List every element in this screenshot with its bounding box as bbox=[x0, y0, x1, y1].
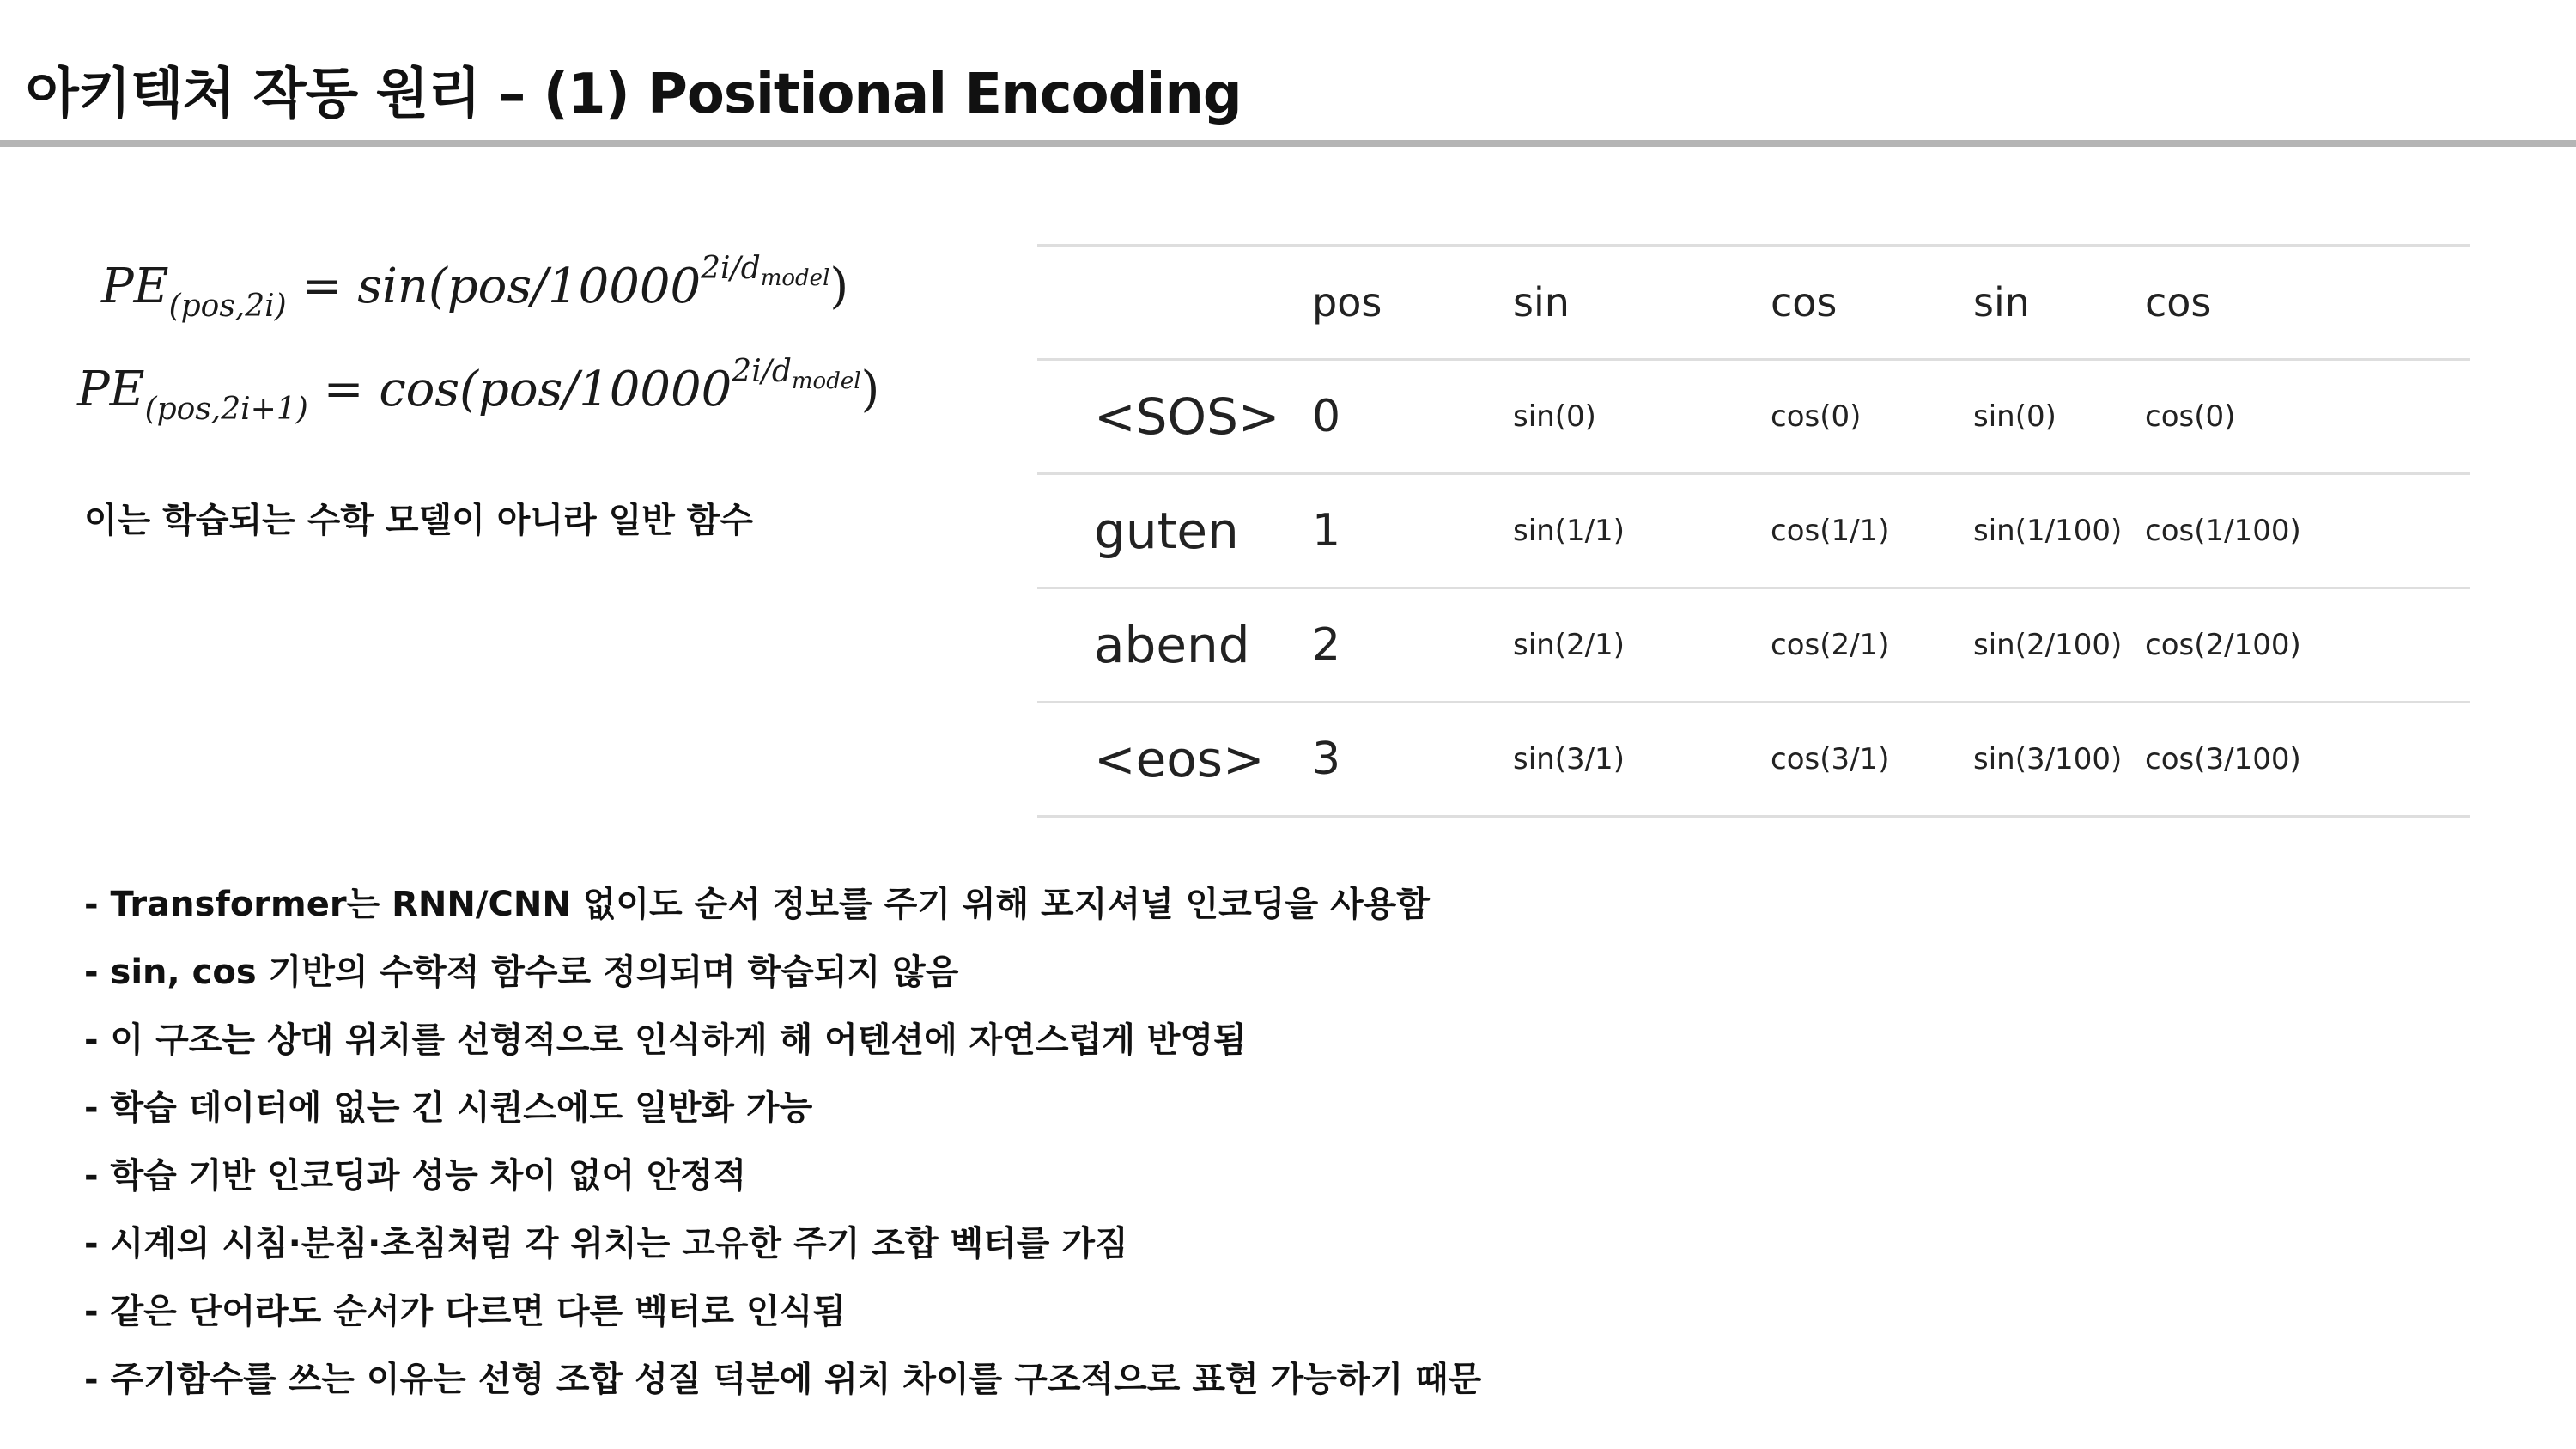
value-cell: sin(3/100) bbox=[1973, 703, 2145, 817]
token-cell: <SOS> bbox=[1037, 360, 1303, 474]
positional-encoding-table bbox=[1037, 244, 2470, 818]
table-header-row bbox=[1037, 246, 2470, 360]
formula-lhs: PE bbox=[101, 259, 169, 314]
value-cell: sin(2/100) bbox=[1973, 588, 2145, 703]
table-header-cell: sin bbox=[1513, 246, 1771, 360]
table-header-cell: cos bbox=[2145, 246, 2470, 360]
value-cell: sin(0) bbox=[1973, 360, 2145, 474]
formula-exponent-sub: model bbox=[760, 265, 830, 291]
value-cell: cos(1/100) bbox=[2145, 474, 2470, 588]
table-row bbox=[1037, 703, 2470, 817]
formula-even bbox=[101, 251, 848, 324]
value-cell: sin(3/1) bbox=[1513, 703, 1771, 817]
pos-cell: 0 bbox=[1303, 360, 1513, 474]
summary-bullet-list bbox=[84, 883, 1481, 1426]
formula-subscript: (pos,2i+1) bbox=[144, 392, 308, 427]
list-item: - 시계의 시침·분침·초침처럼 각 위치는 고유한 주기 조합 벡터를 가짐 bbox=[84, 1224, 1128, 1263]
token-cell: <eos> bbox=[1037, 703, 1303, 817]
value-cell: sin(0) bbox=[1513, 360, 1771, 474]
formula-lhs: PE bbox=[77, 362, 145, 417]
list-item: - 학습 기반 인코딩과 성능 차이 없어 안정적 bbox=[84, 1156, 746, 1196]
value-cell: cos(2/100) bbox=[2145, 588, 2470, 703]
formula-rhs: = sin(pos/10000 bbox=[301, 259, 702, 314]
pos-cell: 1 bbox=[1303, 474, 1513, 588]
value-cell: sin(1/1) bbox=[1513, 474, 1771, 588]
list-item: - 학습 데이터에 없는 긴 시퀀스에도 일반화 가능 bbox=[84, 1088, 813, 1128]
table-row bbox=[1037, 360, 2470, 474]
formula-close: ) bbox=[829, 259, 849, 314]
value-cell: sin(2/1) bbox=[1513, 588, 1771, 703]
page-title: 아키텍처 작동 원리 – (1) Positional Encoding bbox=[26, 63, 1242, 126]
table-header-cell: pos bbox=[1303, 246, 1513, 360]
formula-close: ) bbox=[860, 362, 880, 417]
formula-exponent: 2i/d bbox=[732, 354, 792, 389]
list-item: - Transformer는 RNN/CNN 없이도 순서 정보를 주기 위해 포지셔널 인코딩을 사용함 bbox=[84, 885, 1430, 924]
token-cell: guten bbox=[1037, 474, 1303, 588]
list-item: - 주기함수를 쓰는 이유는 선형 조합 성질 덕분에 위치 차이를 구조적으로 표현 가능하기 때문 bbox=[84, 1360, 1482, 1399]
pos-cell: 2 bbox=[1303, 588, 1513, 703]
table-row bbox=[1037, 474, 2470, 588]
table-row bbox=[1037, 588, 2470, 703]
table-header-cell: cos bbox=[1771, 246, 1973, 360]
formula-odd bbox=[77, 354, 879, 427]
value-cell: cos(2/1) bbox=[1771, 588, 1973, 703]
value-cell: sin(1/100) bbox=[1973, 474, 2145, 588]
pos-cell: 3 bbox=[1303, 703, 1513, 817]
token-cell: abend bbox=[1037, 588, 1303, 703]
formula-note: 이는 학습되는 수학 모델이 아니라 일반 함수 bbox=[84, 501, 754, 540]
value-cell: cos(0) bbox=[1771, 360, 1973, 474]
formula-rhs: = cos(pos/10000 bbox=[323, 362, 732, 417]
value-cell: cos(0) bbox=[2145, 360, 2470, 474]
value-cell: cos(3/1) bbox=[1771, 703, 1973, 817]
value-cell: cos(3/100) bbox=[2145, 703, 2470, 817]
list-item: - 같은 단어라도 순서가 다르면 다른 벡터로 인식됨 bbox=[84, 1292, 846, 1331]
value-cell: cos(1/1) bbox=[1771, 474, 1973, 588]
list-item: - sin, cos 기반의 수학적 함수로 정의되며 학습되지 않음 bbox=[84, 953, 959, 992]
formula-subscript: (pos,2i) bbox=[168, 289, 287, 324]
table-header-cell: sin bbox=[1973, 246, 2145, 360]
formula-exponent-sub: model bbox=[791, 368, 861, 394]
list-item: - 이 구조는 상대 위치를 선형적으로 인식하게 해 어텐션에 자연스럽게 반영됨 bbox=[84, 1020, 1247, 1060]
formula-exponent: 2i/d bbox=[701, 251, 761, 286]
title-divider bbox=[0, 140, 2576, 147]
table-header-cell bbox=[1037, 246, 1303, 360]
